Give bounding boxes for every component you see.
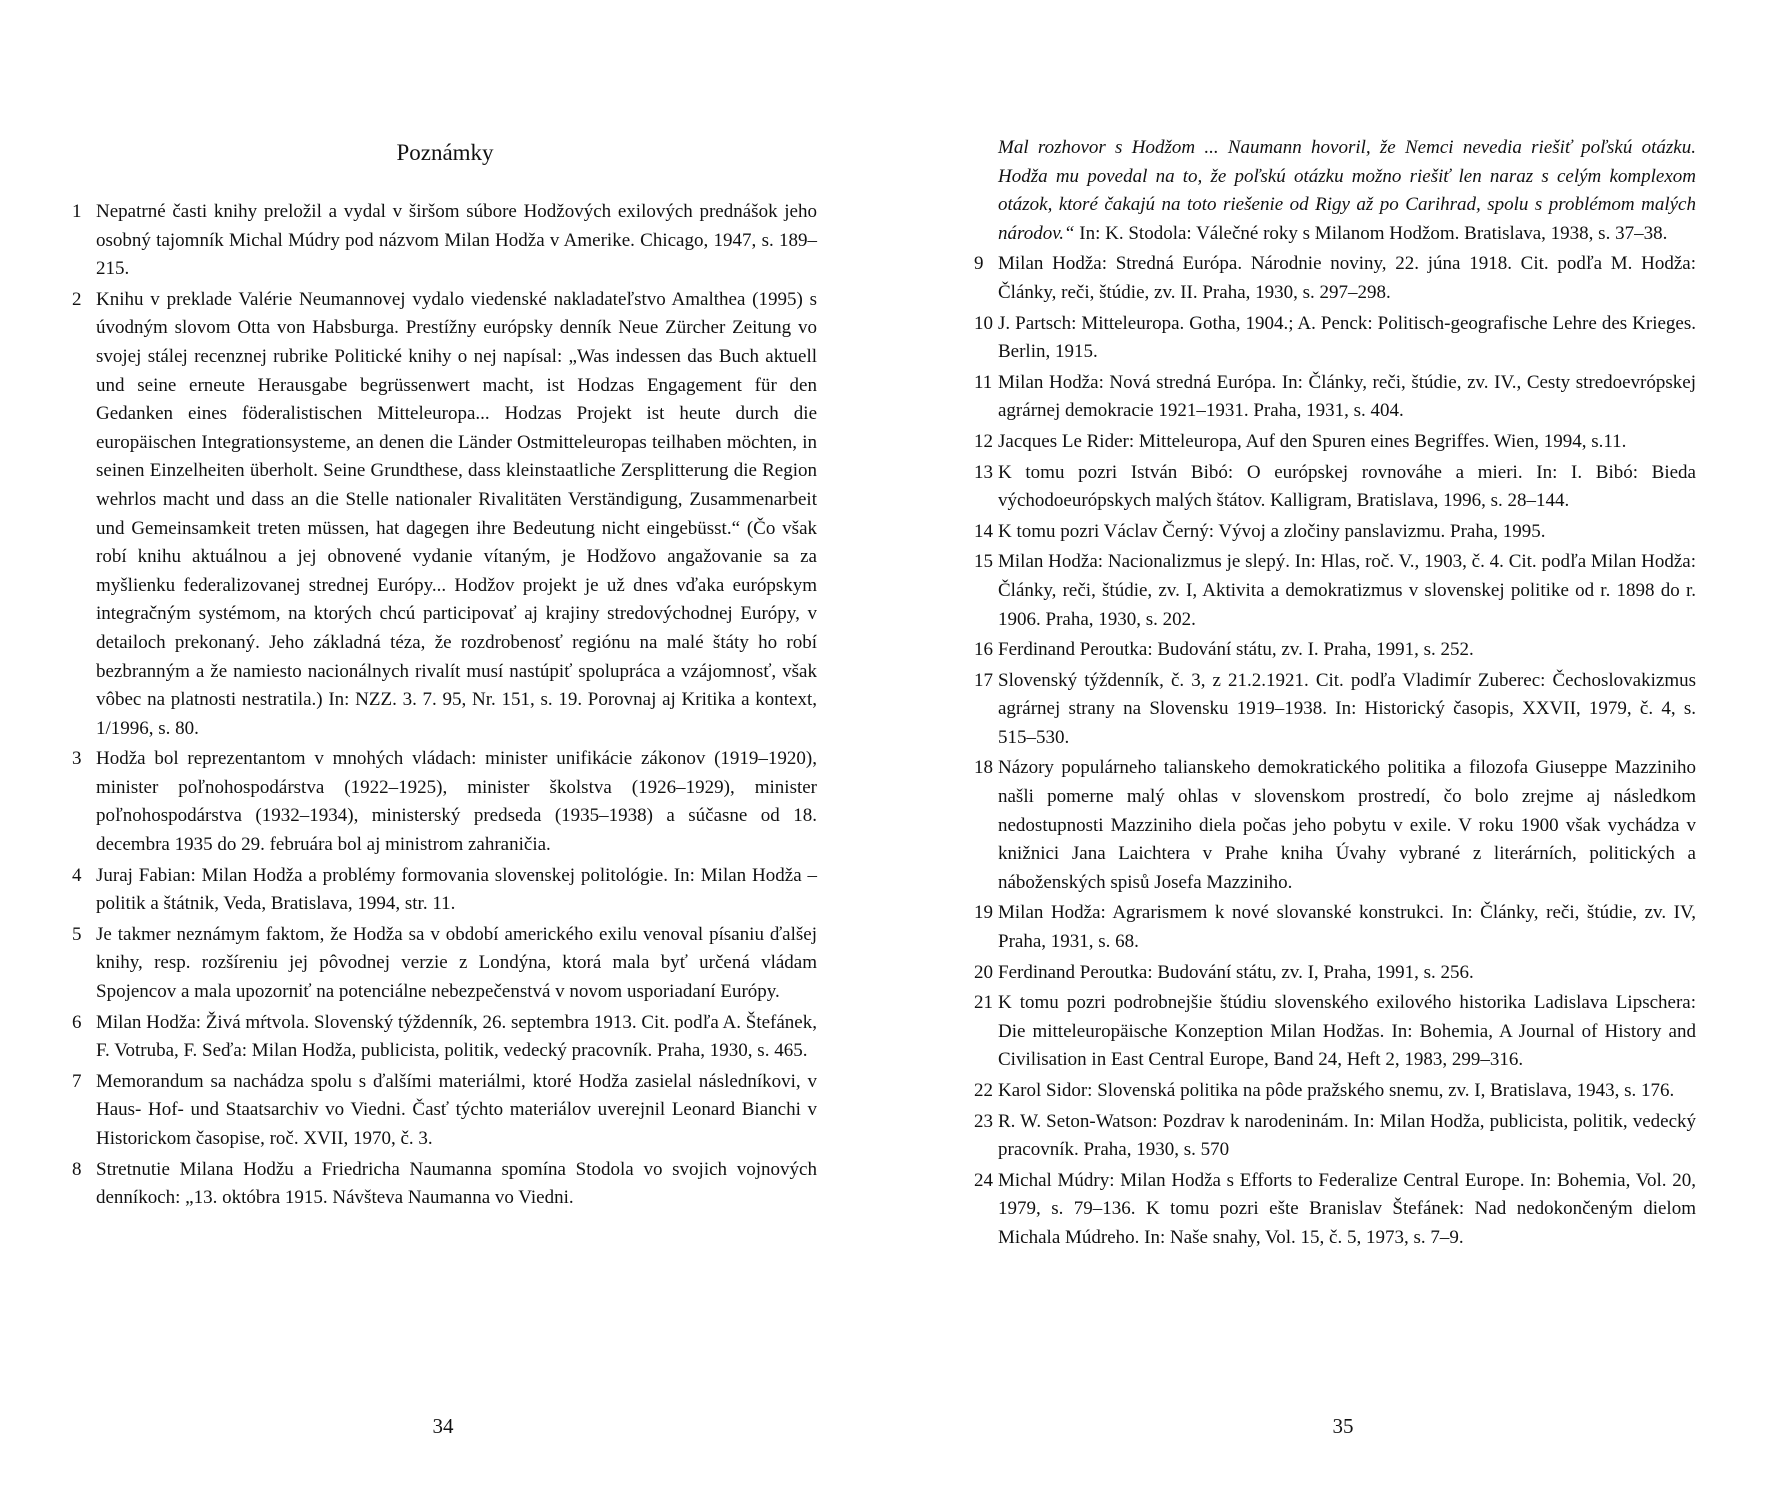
note-item <box>974 989 1696 1075</box>
note-number: 2 <box>72 288 82 310</box>
note-text: Ferdinand Peroutka: Budování státu, zv. I, Praha, 1991, s. 256. <box>998 961 1474 983</box>
note-number: 18 <box>974 757 993 779</box>
note-number: 14 <box>974 520 993 542</box>
note-item <box>72 862 817 919</box>
note-number: 16 <box>974 639 993 661</box>
note-number: 7 <box>72 1070 82 1092</box>
continuation-quote: Mal rozhovor s Hodžom ... Naumann hovoril, že Nemci nevedia riešiť poľskú otázku. Hodža mu povedal na to, že poľskú otázku možno riešiť len naraz s celým komplexom otázok, ktoré čakajú na toto riešenie od Rigy až po Carihrad, spolu s problémom malých národov.“ <box>998 137 1696 244</box>
right-page <box>889 0 1778 1500</box>
note-text: Stretnutie Milana Hodžu a Friedricha Naumanna spomína Stodola vo svojich vojnových denníkoch: „13. októbra 1915. Návšteva Naumanna vo Viedni. <box>96 1158 817 1209</box>
note-item <box>974 518 1696 547</box>
note-item <box>974 899 1696 956</box>
note-text: J. Partsch: Mitteleuropa. Gotha, 1904.; A. Penck: Politisch-geografische Lehre des Krieges. Berlin, 1915. <box>998 312 1696 363</box>
note-text: Knihu v preklade Valérie Neumannovej vydalo viedenské nakladateľstvo Amalthea (1995) s úvodným slovom Otta von Habsburga. Prestížny európsky denník Neue Zürcher Zeitung vo svojej stálej recenznej rubrike Politické knihy o nej napísal: „Was indessen das Buch aktuell und seine erneute Herausgabe begrüssenwert macht, ist Hodzas Engagement für den Gedanken eines föderalistischen Mitteleuropa... Hodzas Projekt ist heute durch die europäischen Integrationsysteme, an denen die Länder Ostmitteleuropas teilhaben möchten, in seinen Einzelheiten überholt. Seine Grundthese, dass kleinstaatliche Zersplitterung die Region wehrlos macht und dass an die Stelle nationaler Rivalitäten Verständigung, Zusammenarbeit und Gemeinsamkeit treten müssen, hat dagegen ihre Bedeutung nicht eingebüsst.“ (Čo však robí knihu aktuálnou a jej obnovené vydanie vítaným, je Hodžovo angažovanie sa za myšlienku federalizovanej strednej Európy... Hodžov projekt je už dnes vďaka európskym integračným systémom, na ktorých chcú participovať aj krajiny stredovýchodnej Európy, v detailoch prekonaný. Jeho základná téza, že rozdrobenosť regiónu na malé štáty ho robí bezbranným a že namiesto nacionálnych rivalít musí nastúpiť spolupráca a vzájomnosť, však vôbec na platnosti nestratila.) In: NZZ. 3. 7. 95, Nr. 151, s. 19. Porovnaj aj Kritika a kontext, 1/1996, s. 80. <box>96 288 817 739</box>
note-item <box>72 286 817 744</box>
note-item <box>974 548 1696 634</box>
note-text: K tomu pozri podrobnejšie štúdiu slovenského exilového historika Ladislava Lipschera: Die mitteleuropäische Konzeption Milan Hodžas. In: Bohemia, A Journal of History and Civilisation in East Central Europe, Band 24, Heft 2, 1983, 299–316. <box>998 992 1696 1071</box>
note-number: 21 <box>974 992 993 1014</box>
note-item <box>974 754 1696 897</box>
note-text: Karol Sidor: Slovenská politika na pôde pražského snemu, zv. I, Bratislava, 1943, s. 176. <box>998 1080 1675 1101</box>
note-item <box>72 1009 817 1066</box>
page-title: Poznámky <box>396 140 494 165</box>
notes-list-right <box>974 134 1696 1255</box>
note-item <box>974 250 1696 307</box>
note-text: Názory populárneho talianskeho demokratického politika a filozofa Giuseppe Mazziniho našli pomerne malý ohlas v slovenskom prostredí, čo bolo zrejme aj následkom nedostupnosti Mazziniho diela počas jeho pobytu v exile. V roku 1900 však vychádza v knižnici Jana Laichtera v Prahe kniha Úvahy vybrané z literárních, politických a náboženských spisů Josefa Mazziniho. <box>998 757 1696 893</box>
note-number: 6 <box>72 1011 82 1033</box>
note-text: Milan Hodža: Stredná Európa. Národnie noviny, 22. júna 1918. Cit. podľa M. Hodža: Články, reči, štúdie, zv. II. Praha, 1930, s. 297–298. <box>998 253 1696 303</box>
note-number: 9 <box>974 253 984 275</box>
note-text: R. W. Seton-Watson: Pozdrav k narodeninám. In: Milan Hodža, publicista, politik, vedecký pracovník. Praha, 1930, s. 570 <box>998 1110 1696 1161</box>
note-number: 5 <box>72 923 82 945</box>
note-text: Milan Hodža: Nacionalizmus je slepý. In: Hlas, roč. V., 1903, č. 4. Cit. podľa Milan Hodža: Články, reči, štúdie, zv. I, Aktivita a demokratizmus v slovenskej politike od r. 1898 do r. 1906. Praha, 1930, s. 202. <box>998 551 1696 630</box>
note-number: 1 <box>72 201 82 222</box>
note-item <box>974 428 1696 457</box>
note-text: Milan Hodža: Nová stredná Európa. In: Články, reči, štúdie, zv. IV., Cesty stredoevrópskej agrárnej demokracie 1921–1931. Praha, 1931, s. 404. <box>998 371 1696 422</box>
note-item <box>974 369 1696 426</box>
note-text: K tomu pozri Václav Černý: Vývoj a zločiny panslavizmu. Praha, 1995. <box>998 520 1546 542</box>
note-text: Je takmer neznámym faktom, že Hodža sa v období amerického exilu venoval písaniu ďalšej knihy, resp. rozšíreniu jej pôvodnej verzie z Londýna, ktorá mala byť určená vládam Spojencov a mala upozorniť na potenciálne nebezpečenstvá v novom usporiadaní Európy. <box>96 923 817 1003</box>
note-number: 17 <box>974 669 993 691</box>
note-number: 24 <box>974 1169 993 1191</box>
note-item <box>974 959 1696 988</box>
page-number-right: 35 <box>1332 1414 1354 1438</box>
note-item <box>974 1167 1696 1253</box>
continuation-source: In: K. Stodola: Válečné roky s Milanom Hodžom. Bratislava, 1938, s. 37–38. <box>1074 222 1668 244</box>
note-item <box>72 921 817 1007</box>
note-text: Nepatrné časti knihy preložil a vydal v širšom súbore Hodžových exilových prednášok jeho osobný tajomník Michal Múdry pod názvom Milan Hodža v Amerike. Chicago, 1947, s. 189–215. <box>96 201 817 280</box>
note-continuation <box>974 134 1696 248</box>
note-number: 12 <box>974 430 993 452</box>
note-item <box>974 459 1696 516</box>
note-text: Ferdinand Peroutka: Budování státu, zv. I. Praha, 1991, s. 252. <box>998 639 1474 661</box>
notes-list-left <box>72 198 817 1215</box>
note-number: 22 <box>974 1080 993 1101</box>
note-number: 11 <box>974 371 993 393</box>
note-number: 3 <box>72 748 82 770</box>
note-number: 4 <box>72 864 82 886</box>
note-item <box>72 198 817 284</box>
note-text: Memorandum sa nachádza spolu s ďalšími materiálmi, ktoré Hodža zasielal následníkovi, v Haus- Hof- und Staatsarchiv vo Viedni. Časť týchto materiálov uverejnil Leonard Bianchi v Historickom časopise, roč. XVII, 1970, č. 3. <box>96 1070 817 1149</box>
note-text: Milan Hodža: Agrarismem k nové slovanské konstrukci. In: Články, reči, štúdie, zv. IV, Praha, 1931, s. 68. <box>998 902 1696 953</box>
note-text: Jacques Le Rider: Mitteleuropa, Auf den Spuren eines Begriffes. Wien, 1994, s.11. <box>998 430 1627 452</box>
note-number: 23 <box>974 1110 993 1132</box>
note-number: 13 <box>974 461 993 483</box>
note-item <box>72 1068 817 1154</box>
note-text: Juraj Fabian: Milan Hodža a problémy formovania slovenskej politológie. In: Milan Hodža – politik a štátnik, Veda, Bratislava, 1994, str. 11. <box>96 864 817 915</box>
note-text: Milan Hodža: Živá mŕtvola. Slovenský týždenník, 26. septembra 1913. Cit. podľa A. Štefánek, F. Votruba, F. Seďa: Milan Hodža, publicista, politik, vedecký pracovník. Praha, 1930, s. 465. <box>96 1011 817 1062</box>
note-item <box>974 636 1696 665</box>
page-number-left: 34 <box>432 1414 454 1438</box>
note-number: 20 <box>974 961 993 983</box>
note-text: Michal Múdry: Milan Hodža s Efforts to Federalize Central Europe. In: Bohemia, Vol. 20, 1979, s. 79–136. K tomu pozri ešte Branislav Štefánek: Nad nedokončeným dielom Michala Múdreho. In: Naše snahy, Vol. 15, č. 5, 1973, s. 7–9. <box>998 1169 1696 1248</box>
note-item <box>974 1108 1696 1165</box>
note-item <box>974 667 1696 753</box>
note-number: 15 <box>974 551 993 573</box>
note-text: Hodža bol reprezentantom v mnohých vládach: minister unifikácie zákonov (1919–1920), minister poľnohospodárstva (1922–1925), minister školstva (1926–1929), minister poľnohospodárstva (1932–1934), ministerský predseda (1935–1938) a súčasne od 18. decembra 1935 do 29. februára bol aj ministrom zahraničia. <box>96 748 817 856</box>
note-text: Slovenský týždenník, č. 3, z 21.2.1921. Cit. podľa Vladimír Zuberec: Čechoslovakizmus agrárnej strany na Slovensku 1919–1938. In: Historický časopis, XXVII, 1979, č. 4, s. 515–530. <box>998 669 1696 748</box>
note-item <box>72 1156 817 1213</box>
note-item <box>974 310 1696 367</box>
note-text: K tomu pozri István Bibó: O európskej rovnováhe a mieri. In: I. Bibó: Bieda východoeurópskych malých štátov. Kalligram, Bratislava, 1996, s. 28–144. <box>998 461 1696 512</box>
note-number: 10 <box>974 312 993 334</box>
note-number: 8 <box>72 1158 82 1180</box>
note-item <box>974 1077 1696 1106</box>
note-item <box>72 745 817 859</box>
note-number: 19 <box>974 902 993 924</box>
